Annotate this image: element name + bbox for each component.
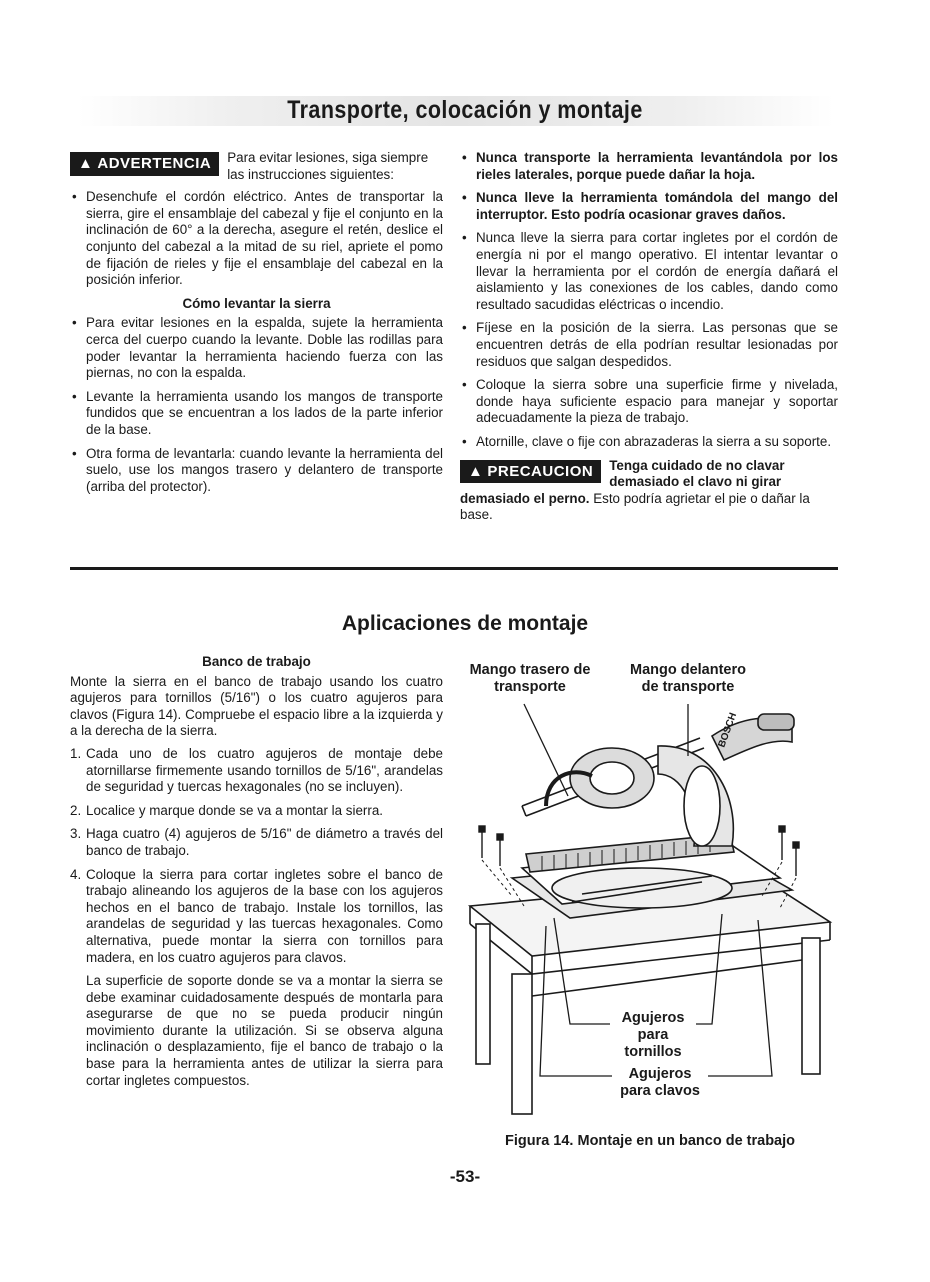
saw-turntable xyxy=(552,868,732,908)
bench-leg xyxy=(512,974,532,1114)
list-item: • Coloque la sierra sobre una superficie firme y nivelada, donde haya suficiente espacio para manejar y soportar adecuadamente la pieza de trabajo. xyxy=(460,377,838,427)
step-item xyxy=(70,826,443,859)
figure-caption: Figura 14. Montaje en un banco de trabajo xyxy=(504,1133,796,1149)
section-divider xyxy=(70,567,838,570)
step-text: Localice y marque donde se va a montar la sierra. xyxy=(86,802,383,818)
list-item: • Desenchufe el cordón eléctrico. Antes de transportar la sierra, gire el ensamblaje del cabezal y fije el conjunto en la inclinación de 60° a la derecha, asegure el retén, deslice el conjunto del cabezal a la mitad de su riel, apriete el pomo de fijación de rieles y fije el ensamblaje del cabezal en la posición inferior. xyxy=(70,189,443,289)
left-bullet-list xyxy=(70,189,443,289)
lift-heading: Cómo levantar la sierra xyxy=(182,295,331,311)
warning-text: Para evitar lesiones, siga siempre las instrucciones siguientes: xyxy=(227,150,429,182)
step-text: Coloque la sierra para cortar ingletes sobre el banco de trabajo alineando los agujeros de la base con los agujeros hechos en el banco de trabajo. Instale los tornillos, las arandelas de seguridad y las tuercas hexagonales. Como alternativa, puede montar la sierra con tornillos para madera, en los cuatro agujeros para clavos. xyxy=(86,866,443,965)
section-heading: Aplicaciones de montaje xyxy=(341,612,589,635)
caution-badge xyxy=(460,460,601,484)
list-item: • Levante la herramienta usando los mangos de transporte fundidos que se encuentran a los lados de la parte inferior de la base. xyxy=(70,389,443,439)
label-nail-holes: Agujeros para clavos xyxy=(612,1066,708,1100)
caution-bold-text: Tenga cuidado de no clavar demasiado el clavo ni girar demasiado el perno. xyxy=(460,457,785,506)
left-column xyxy=(70,150,443,502)
right-bullet-list xyxy=(460,230,838,450)
caution-text: Esto podría agrietar el pie o dañar la base. xyxy=(460,490,810,523)
step-item xyxy=(70,746,443,796)
step-text: Haga cuatro (4) agujeros de 5/16" de diámetro a través del banco de trabajo. xyxy=(86,826,443,858)
bench-leg xyxy=(476,924,490,1064)
list-item: • Nunca lleve la herramienta tomándola del mango del interruptor. Esto podría ocasionar graves daños. xyxy=(460,190,838,223)
page-title: Transporte, colocación y montaje xyxy=(287,96,643,124)
right-bold-list xyxy=(460,150,838,223)
mounting-intro: Monte la sierra en el banco de trabajo usando los cuatro agujeros para tornillos (5/16") o los cuatro agujeros para clavos (Figura 14). Compruebe el espacio libre a la izquierda y a la derecha de la sierra. xyxy=(70,673,443,739)
warning-block xyxy=(70,150,443,183)
step-number: 3. xyxy=(70,826,82,842)
step-item xyxy=(70,803,443,820)
step-item xyxy=(70,867,443,967)
bench-leg xyxy=(802,938,820,1074)
list-item: • Fíjese en la posición de la sierra. Las personas que se encuentren detrás de ella podrían resultar lesionadas por residuos que salgan despedidos. xyxy=(460,320,838,370)
workbench-heading: Banco de trabajo xyxy=(202,654,311,669)
lift-bullet-list xyxy=(70,315,443,495)
step-text: Cada uno de los cuatro agujeros de montaje debe atornillarse firmemente usando tornillos de 5/16", arandelas de seguridad y tuercas hexagonales (no se incluyen). xyxy=(86,745,443,795)
list-item: • Atornille, clave o fije con abrazaderas la sierra a su soporte. xyxy=(460,434,838,451)
figure-14 xyxy=(462,656,838,1126)
mounting-closing: La superficie de soporte donde se va a montar la sierra se debe examinar cuidadosamente después de montarla para asegurarse de que no se pueda producir ningún movimiento durante la utilización. Si se observa alguna inclinación o desplazamiento, fije el banco de trabajo o la base para la herramienta antes de utilizar la sierra para cortar ingletes compuestos. xyxy=(86,973,443,1088)
step-number: 1. xyxy=(70,745,82,761)
warning-badge-label: ADVERTENCIA xyxy=(97,155,212,172)
warning-badge xyxy=(70,152,219,176)
list-item: • Para evitar lesiones en la espalda, sujete la herramienta cerca del cuerpo cuando la levante. Doble las rodillas para poder levantar la herramienta haciendo fuerza con las piernas, no con la espalda. xyxy=(70,315,443,381)
warning-triangle-icon: ▲ xyxy=(78,155,94,172)
caution-triangle-icon: ▲ xyxy=(468,462,484,480)
page-number: -53- xyxy=(449,1167,481,1186)
right-column xyxy=(460,150,838,524)
label-front-handle: Mango delantero de transporte xyxy=(624,662,752,696)
step-number: 4. xyxy=(70,866,82,882)
mounting-steps xyxy=(70,746,443,966)
list-item: • Nunca lleve la sierra para cortar ingletes por el cordón de energía ni por el mango operativo. El intentar levantar o llevar la herramienta por el cordón de energía dañará el aislamiento y las conexiones de los cables, dando como resultado sacudidas eléctricas o incendio. xyxy=(460,230,838,313)
caution-block xyxy=(460,458,838,524)
caution-badge-label: PRECAUCION xyxy=(487,462,594,480)
step-number: 2. xyxy=(70,802,82,818)
list-item: • Nunca transporte la herramienta levantándola por los rieles laterales, porque puede dañar la hoja. xyxy=(460,150,838,183)
brand-logo: BOSCH xyxy=(716,711,740,750)
mounting-instructions xyxy=(70,652,443,1089)
label-bolt-holes: Agujeros para tornillos xyxy=(610,1010,696,1061)
list-item: • Otra forma de levantarla: cuando levante la herramienta del suelo, use los mangos trasero y delantero de transporte (arriba del protector). xyxy=(70,446,443,496)
label-rear-handle: Mango trasero de transporte xyxy=(464,662,596,696)
